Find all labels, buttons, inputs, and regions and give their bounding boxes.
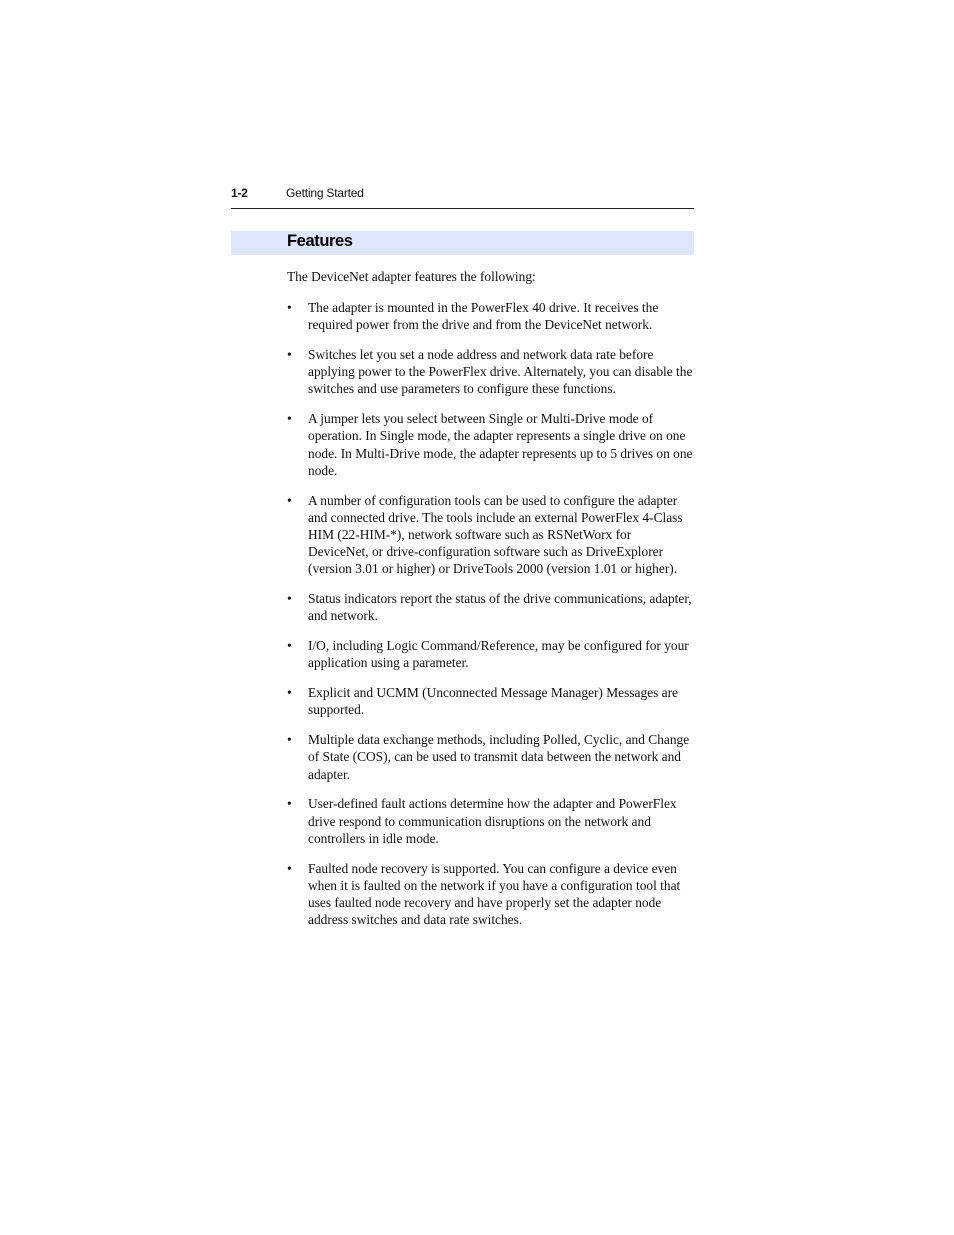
feature-item [287,860,695,929]
bullet-icon: • [287,685,292,701]
feature-text: I/O, including Logic Command/Reference, may be configured for your application using a parameter. [308,638,689,671]
feature-text: The adapter is mounted in the PowerFlex 40 drive. It receives the required power from the drive and from the DeviceNet network. [308,300,659,333]
feature-text: A jumper lets you select between Single or Multi-Drive mode of operation. In Single mode, the adapter represents a single drive on one node. In Multi-Drive mode, the adapter represents up to 5 drives on one node. [308,411,693,478]
bullet-icon: • [287,492,292,508]
bullet-icon: • [287,732,292,748]
feature-text: Multiple data exchange methods, including Polled, Cyclic, and Change of State (COS), can be used to transmit data between the network and adapter. [308,732,690,782]
feature-item [287,492,695,578]
feature-item [287,795,695,847]
feature-text: Status indicators report the status of the drive communications, adapter, and network. [308,591,692,624]
bullet-icon: • [287,591,292,607]
bullet-icon: • [287,638,292,654]
running-header [231,184,694,209]
feature-text: Explicit and UCMM (Unconnected Message Manager) Messages are supported. [308,685,678,718]
section-heading-band [231,231,694,255]
feature-item [287,731,695,783]
feature-text: Faulted node recovery is supported. You can configure a device even when it is faulted on the network if you have a configuration tool that uses faulted node recovery and have properly set the adapter node address switches and data rate switches. [308,860,681,928]
feature-text: User-defined fault actions determine how the adapter and PowerFlex drive respond to communication disruptions on the network and controllers in idle mode. [308,796,677,846]
chapter-title: Getting Started [286,186,364,200]
feature-item [287,346,695,398]
feature-text: Switches let you set a node address and network data rate before applying power to the PowerFlex drive. Alternately, you can disable the switches and use parameters to configure these functions. [308,347,693,397]
section-title: Features [287,232,353,250]
feature-item [287,684,695,718]
intro-paragraph: The DeviceNet adapter features the following: [287,269,536,284]
bullet-icon: • [287,860,292,876]
feature-item [287,410,695,479]
bullet-icon: • [287,347,292,362]
feature-item [287,299,695,333]
bullet-icon: • [287,796,292,812]
feature-item [287,590,695,624]
bullet-icon: • [287,411,292,427]
page-number: 1-2 [231,186,248,200]
feature-text: A number of configuration tools can be used to configure the adapter and connected drive. The tools include an external PowerFlex 4-Class HIM (22-HIM-*), network software such as RSNetWorx for DeviceNet, or drive-configuration software such as DriveExplorer (version 3.01 or higher) or DriveTools 2000 (version 1.01 or higher). [308,492,683,577]
feature-list [287,299,695,941]
feature-item [287,637,695,671]
bullet-icon: • [287,300,292,315]
